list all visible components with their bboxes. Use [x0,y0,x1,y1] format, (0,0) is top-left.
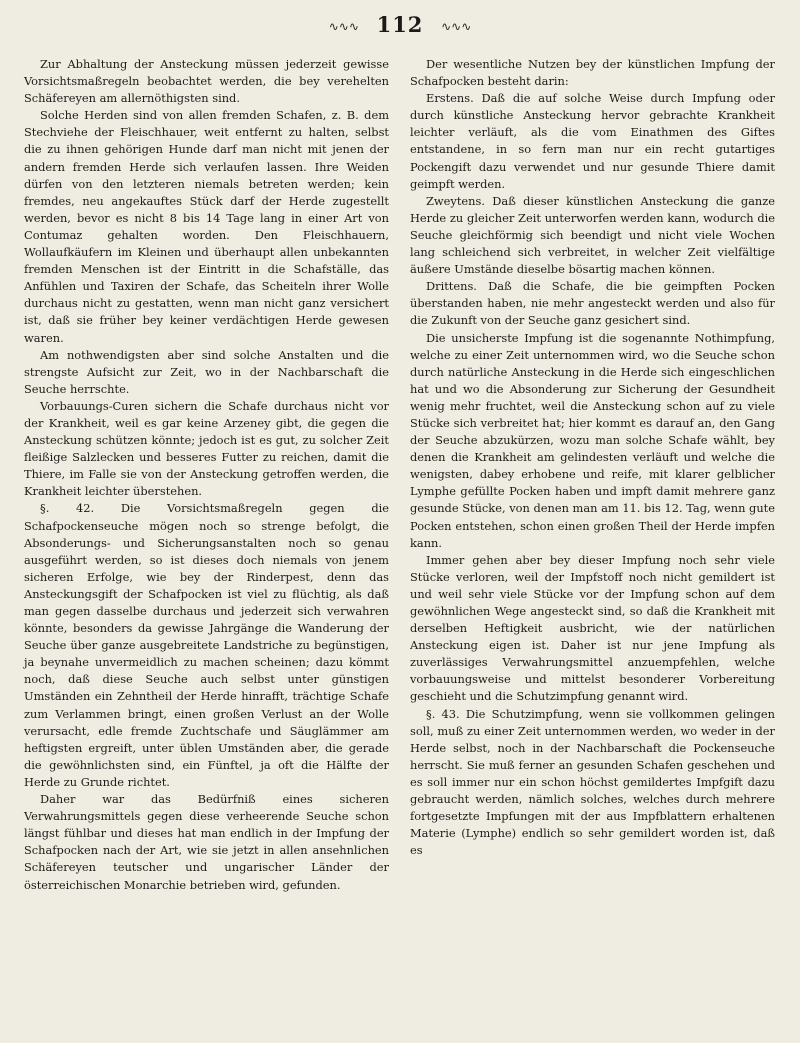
paragraph: Zur Abhaltung der Ansteckung müssen jederzeit gewisse Vorsichtsmaßregeln beobachtet werden, die bey verehelten Schäfereyen am allernöthigsten sind. [24,57,389,106]
paragraph: Immer gehen aber bey dieser Impfung noch sehr viele Stücke verloren, weil der Impfstoff noch nicht gemildert ist und weil sehr viele Stücke vor der Impfung schon auf dem gewöhnlichen Wege angesteckt sind, so daß die Krankheit mit derselben Heftigkeit ausbricht, wie der natürlichen Ansteckung eigen ist. Daher ist nur jene Impfung als zuverlässiges Verwahrungsmittel anzuempfehlen, welche vorbauungsweise und mittelst besonderer Vorbereitung geschieht und die Schutzimpfung genannt wird. [410,552,775,704]
paragraph: Erstens. Daß die auf solche Weise durch Impfung oder durch künstliche Ansteckung hervor gebrachte Krankheit leichter verläuft, als die vom Einathmen des Giftes entstandene, in so fern man nur ein recht gutartiges Pockengift dazu verwendet und nur gesunde Thiere damit geimpft werden. [410,91,775,191]
right-column [410,56,775,859]
header-ornament-right: ∿∿∿ [441,19,472,34]
paragraph: Drittens. Daß die Schafe, die bie geimpften Pocken überstanden haben, nie mehr angesteckt werden und also für die Zukunft von der Seuche ganz gesichert sind. [410,279,775,328]
paragraph-section-42: §. 42. Die Vorsichtsmaßregeln gegen die Schafpockenseuche mögen noch so strenge befolgt, die Absonderungs- und Sicherungsanstalten noch so genau ausgeführt werden, so ist dieses doch niemals von jenem sicheren Erfolge, wie bey der Rinderpest, denn das Ansteckungsgift der Schafpocken ist viel zu flüchtig, als daß man gegen dasselbe durchaus und jederzeit sich verwahren könnte, besonders da gewisse Jahrgänge die Wanderung der Seuche über ganze ausgebreitete Landstriche zu begünstigen, ja beynahe unvermeidlich zu machen scheinen; dazu kömmt noch, daß diese Seuche auch selbst unter günstigen Umständen ein Zehntheil der Herde hinrafft, trächtige Schafe zum Verlammen bringt, einen großen Verlust an der Wolle verursacht, edle fremde Zuchtschafe und Säuglämmer am heftigsten ergreift, unter üblen Umständen aber, die gerade die gewöhnlichsten sind, ein Fünftel, ja oft die Hälfte der Herde zu Grunde richtet. [24,501,389,789]
left-column [24,56,389,894]
paragraph: Daher war das Bedürfniß eines sicheren Verwahrungsmittels gegen diese verheerende Seuche schon längst fühlbar und dieses hat man endlich in der Impfung der Schafpocken nach der Art, wie sie jetzt in allen ansehnlichen Schäfereyen teutscher und ungarischer Länder der österreichischen Monarchie betrieben wird, gefunden. [24,792,389,892]
paragraph: Am nothwendigsten aber sind solche Anstalten und die strengste Aufsicht zur Zeit, wo in der Nachbarschaft die Seuche herrschte. [24,347,389,396]
page-header [0,12,800,37]
paragraph: Die unsicherste Impfung ist die sogenannte Nothimpfung, welche zu einer Zeit unternommen wird, wo die Seuche schon durch natürliche Ansteckung in die Herde sich eingeschlichen hat und wo die Absonderung zur Sicherung der Gesundheit wenig mehr fruchtet, weil die Ansteckung schon auf zu viele Stücke sich verbreitet hat; hier kommt es darauf an, den Gang der Seuche abzukürzen, wozu man solche Schafe wählt, bey denen die Krankheit am gelindesten verläuft und welche die wenigsten, dabey erhobene und reife, mit klarer gelblicher Lymphe gefüllte Pocken haben und impft damit mehrere ganz gesunde Stücke, von denen man am 11. bis 12. Tag, wenn gute Pocken entstehen, schon einen großen Theil der Herde impfen kann. [410,330,775,550]
page-number: 112 [376,12,424,37]
header-ornament-left: ∿∿∿ [328,19,359,34]
paragraph: Der wesentliche Nutzen bey der künstlichen Impfung der Schafpocken besteht darin: [410,57,775,89]
paragraph: Vorbauungs-Curen sichern die Schafe durchaus nicht vor der Krankheit, weil es gar keine Arzeney gibt, die gegen die Ansteckung schützen könnte; jedoch ist es gut, zu solcher Zeit fleißige Salzlecken und besseres Futter zu reichen, damit die Thiere, im Falle sie von der Ansteckung getroffen werden, die Krankheit leichter überstehen. [24,398,389,499]
paragraph: Solche Herden sind von allen fremden Schafen, z. B. dem Stechviehe der Fleischhauer, weit entfernt zu halten, selbst die zu ihnen gehörigen Hunde darf man nicht mit jenen der andern fremden Herde sich verlaufen lassen. Ihre Weiden dürfen von den letzteren niemals betreten werden; kein fremdes, neu angekauftes Stück darf der Herde zugestellt werden, bevor es nicht 8 bis 14 Tage lang in einer Art von Contumaz gehalten worden. Den Fleischhauern, Wollaufkäufern im Kleinen und überhaupt allen unbekannten fremden Menschen ist der Eintritt in die Schafställe, das Anfühlen und Taxiren der Schafe, das Scheiteln ihrer Wolle durchaus nicht zu gestatten, wenn man nicht ganz versichert ist, daß sie früher bey keiner verdächtigen Herde gewesen waren. [24,108,389,345]
paragraph: Zweytens. Daß dieser künstlichen Ansteckung die ganze Herde zu gleicher Zeit unterworfen werden kann, wodurch die Seuche gleichförmig sich beendigt und nicht viele Wochen lang schleichend sich verbreitet, in welcher Zeit vielfältige äußere Umstände dieselbe bösartig machen können. [410,193,775,277]
paragraph-section-43: §. 43. Die Schutzimpfung, wenn sie vollkommen gelingen soll, muß zu einer Zeit unternommen werden, wo weder in der Herde selbst, noch in der Nachbarschaft die Pockenseuche herrscht. Sie muß ferner an gesunden Schafen geschehen und es soll immer nur ein schon höchst gemildertes Impfgift dazu gebraucht werden, nämlich solches, welches durch mehrere fortgesetzte Impfungen mit der aus Impfblattern erhaltenen Materie (Lymphe) endlich so sehr gemildert worden ist, daß es [410,706,775,858]
